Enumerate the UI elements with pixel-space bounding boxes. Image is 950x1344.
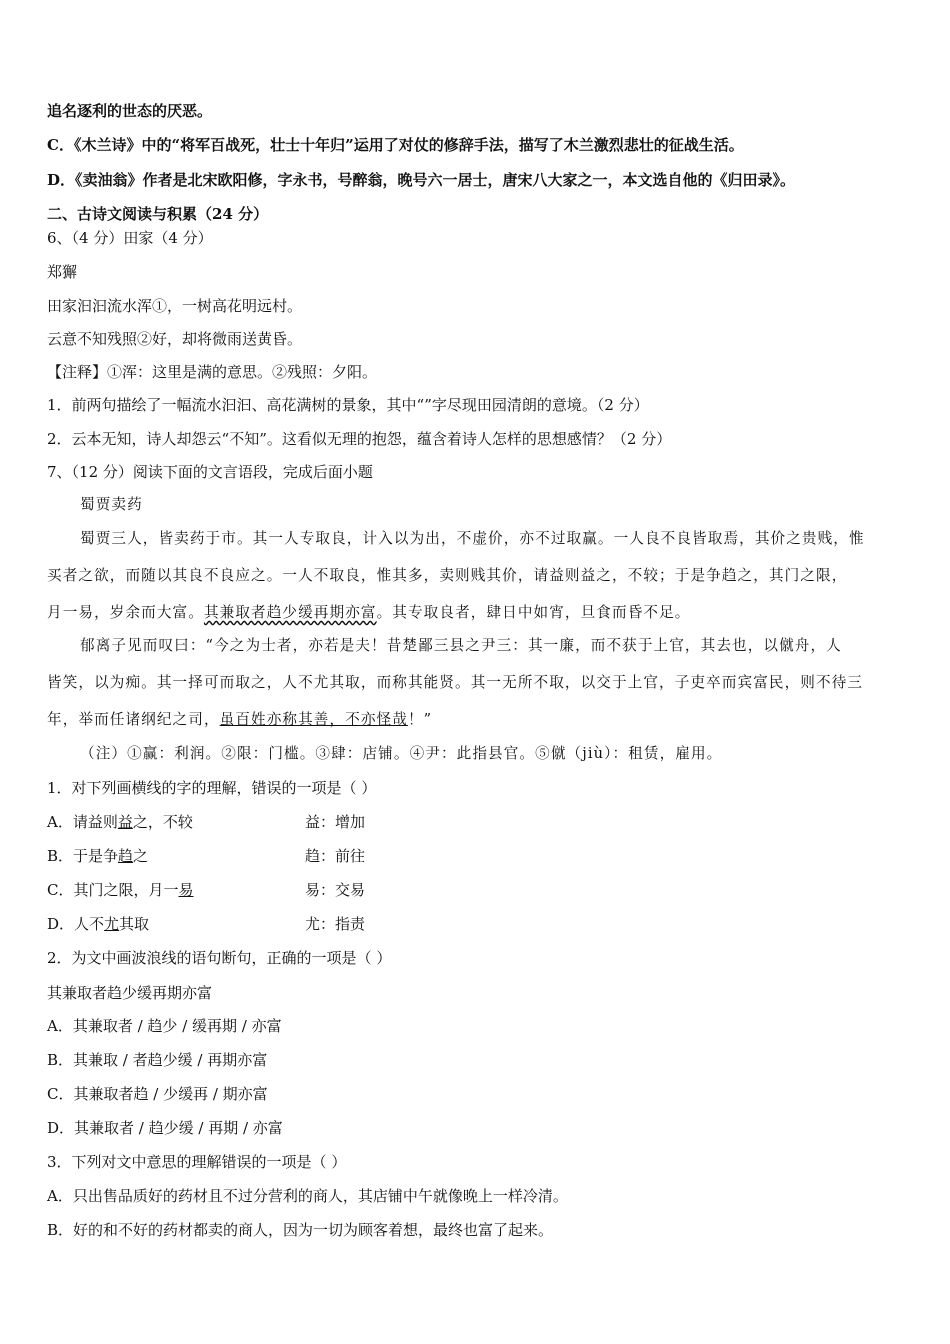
passage-p1-line-1: 蜀贾三人，皆卖药于市。其一人专取良，计入以为出，不虚价，亦不过取赢。一人良不良皆取焉，其价之贵贱，惟: [80, 530, 865, 547]
option-text: 之: [133, 847, 149, 865]
q7-s2-sentence: 其兼取者趋少缓再期亦富: [47, 984, 213, 1002]
q7-s2-stem: 2．为文中画波浪线的语句断句，正确的一项是（ ）: [47, 949, 392, 967]
passage-title: 蜀贾卖药: [80, 496, 143, 513]
wavy-sentence: 其兼取者趋少缓再期亦富: [203, 604, 377, 621]
option-meaning: 尤：指责: [305, 915, 366, 933]
option-text: C．其门之限，月一: [47, 881, 179, 899]
q7-s2-option-a: A．其兼取者 / 趋少 / 缓再期 / 亦富: [47, 1017, 282, 1035]
q7-s1-option-d: [47, 914, 366, 934]
passage-p1-line-3: [47, 603, 690, 623]
p2-text-end: ！”: [407, 711, 433, 728]
q7-s2-option-c: C．其兼取者趋 / 少缓再 / 期亦富: [47, 1085, 268, 1103]
passage-p1-line-2: 买者之欲，而随以其良不良应之。一人不取良，惟其多，卖则贱其价，请益则益之，不较；于是争趋之，其门之限，: [47, 567, 848, 584]
q7-s1-option-c: [47, 880, 366, 900]
passage-p2-line-3: [47, 710, 432, 730]
q7-s1-stem: 1．对下列画横线的字的理解，错误的一项是（ ）: [47, 779, 377, 797]
q6-heading: 6、（4 分）田家（4 分）: [47, 229, 213, 247]
option-text: D．人不: [47, 915, 105, 933]
p1-text-end: 。其专取良者，肆日中如宵，旦食而昏不足。: [376, 604, 691, 621]
q6-sub-2: 2．云本无知，诗人却怨云“不知”。这看似无理的抱怨，蕴含着诗人怎样的思想感情？（2 分）: [47, 430, 672, 448]
underlined-char: 益: [117, 813, 133, 831]
poem-line-2: 云意不知残照②好，却将微雨送黄昏。: [47, 330, 303, 348]
p2-text: 年，举而任诸纲纪之司，: [47, 711, 220, 728]
q7-s2-option-b: B．其兼取 / 者趋少缓 / 再期亦富: [47, 1051, 268, 1069]
poem-line-1: 田家汩汩流水浑①，一树高花明远村。: [47, 297, 303, 315]
passage-p2-line-1: 郁离子见而叹曰：“今之为士者，亦若是夫！昔楚鄙三县之尹三：其一廉，而不获于上官，其去也，以僦舟，人: [80, 637, 842, 654]
p1-text: 月一易，岁余而大富。: [47, 604, 204, 621]
prev-option-d: D．《卖油翁》作者是北宋欧阳修，字永书，号醉翁，晚号六一居士，唐宋八大家之一，本文选自他的《归田录》。: [47, 171, 796, 189]
option-text: A．请益则: [47, 813, 118, 831]
q7-s1-option-a: [47, 812, 366, 832]
underlined-char: 易: [178, 881, 194, 899]
prev-option-c: C．《木兰诗》中的“将军百战死，壮士十年归”运用了对仗的修辞手法，描写了木兰激烈悲壮的征战生活。: [47, 136, 744, 154]
prev-option-tail: 追名逐利的世态的厌恶。: [47, 102, 213, 120]
q7-s3-option-a: A．只出售品质好的药材且不过分营利的商人，其店铺中午就像晚上一样冷清。: [47, 1187, 568, 1205]
q7-s2-option-d: D．其兼取者 / 趋少缓 / 再期 / 亦富: [47, 1119, 283, 1137]
option-meaning: 易：交易: [305, 881, 366, 899]
underlined-sentence: 虽百姓亦称其善，不亦怪哉: [219, 711, 408, 728]
q7-s3-option-b: B．好的和不好的药材都卖的商人，因为一切为顾客着想，最终也富了起来。: [47, 1221, 554, 1239]
underlined-char: 趋: [118, 847, 134, 865]
section-2-title: 二、古诗文阅读与积累（24 分）: [47, 205, 269, 223]
poem-note: 【注释】①浑：这里是满的意思。②残照：夕阳。: [47, 363, 378, 381]
q7-s1-option-b: [47, 846, 366, 866]
q7-heading: 7、（12 分）阅读下面的文言语段，完成后面小题: [47, 463, 373, 481]
passage-p2-line-2: 皆笑，以为痴。其一择可而取之，人不尤其取，而称其能贤。其一无所不取，以交于上官，子吏卒而宾富民，则不待三: [47, 674, 864, 691]
option-meaning: 益：增加: [305, 813, 366, 831]
poem-author: 郑獬: [47, 263, 78, 281]
option-text: B．于是争: [47, 847, 119, 865]
option-meaning: 趋：前往: [305, 847, 366, 865]
q6-sub-1: 1．前两句描绘了一幅流水汩汩、高花满树的景象，其中“”字尽现田园清朗的意境。（2 分）: [47, 396, 649, 414]
passage-notes: （注）①赢：利润。②限：门槛。③肆：店铺。④尹：此指县官。⑤僦（jiù）：租赁，雇用。: [80, 745, 723, 762]
q7-s3-stem: 3．下列对文中意思的理解错误的一项是（ ）: [47, 1153, 347, 1171]
option-text: 其取: [119, 915, 150, 933]
underlined-char: 尤: [104, 915, 120, 933]
option-text: 之，不较: [132, 813, 193, 831]
